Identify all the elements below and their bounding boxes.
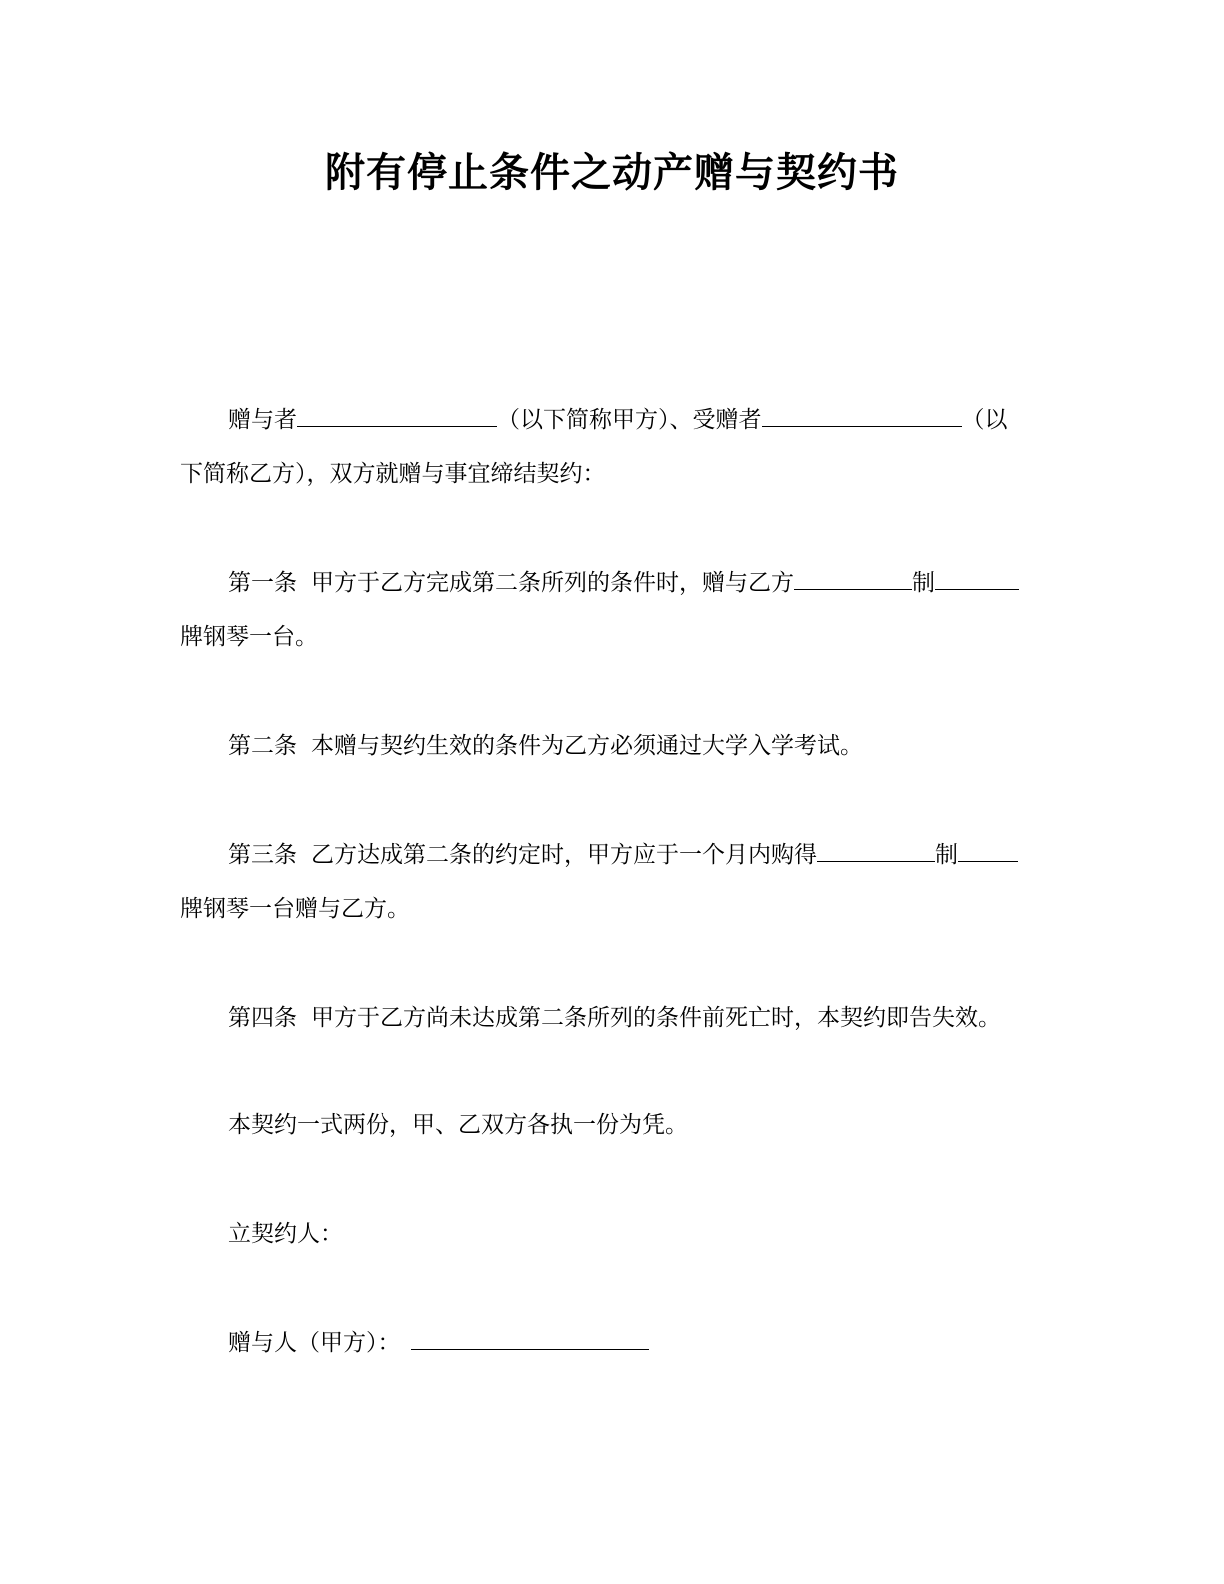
document-title: 附有停止条件之动产赠与契约书 [325, 150, 899, 196]
article-1-label: 第一条 [228, 570, 297, 596]
donee-suffix: （以 [961, 407, 1008, 433]
donee-name-blank[interactable] [762, 404, 962, 427]
article-1-text-b: 制 [912, 570, 935, 596]
article-4-label: 第四条 [228, 1005, 297, 1031]
article-3-line-1 [228, 839, 1018, 871]
article-3-brand-blank[interactable] [958, 839, 1018, 862]
article-3-label: 第三条 [228, 842, 297, 868]
donor-suffix: （以下简称甲方）、受赠者 [497, 407, 762, 433]
article-3-text-b: 制 [935, 842, 958, 868]
article-2-text: 本赠与契约生效的条件为乙方必须通过大学入学考试。 [311, 733, 863, 759]
donor-signature-blank[interactable] [411, 1327, 649, 1350]
article-4-text: 甲方于乙方尚未达成第二条所列的条件前死亡时，本契约即告失效。 [311, 1005, 1001, 1031]
intro-line-1 [228, 404, 1008, 436]
donor-sign-label: 赠与人（甲方）： [228, 1330, 401, 1356]
article-1-maker-blank[interactable] [794, 567, 912, 590]
article-1-brand-blank[interactable] [935, 567, 1019, 590]
intro-line-2: 下简称乙方），双方就赠与事宜缔结契约： [180, 461, 606, 487]
donor-label: 赠与者 [228, 407, 297, 433]
donor-sign-line [228, 1327, 649, 1359]
article-1-text-a: 甲方于乙方完成第二条所列的条件时，赠与乙方 [311, 570, 794, 596]
article-3-maker-blank[interactable] [817, 839, 935, 862]
article-3-line-2: 牌钢琴一台赠与乙方。 [180, 896, 410, 922]
signatories-label: 立契约人： [228, 1221, 343, 1247]
article-1-line-2: 牌钢琴一台。 [180, 624, 318, 650]
donor-name-blank[interactable] [297, 404, 497, 427]
article-4-line [228, 1002, 1001, 1034]
copies-clause: 本契约一式两份，甲、乙双方各执一份为凭。 [228, 1112, 688, 1138]
article-1-line-1 [228, 567, 1019, 599]
article-3-text-a: 乙方达成第二条的约定时，甲方应于一个月内购得 [311, 842, 817, 868]
article-2-label: 第二条 [228, 733, 297, 759]
article-2-line [228, 730, 863, 762]
